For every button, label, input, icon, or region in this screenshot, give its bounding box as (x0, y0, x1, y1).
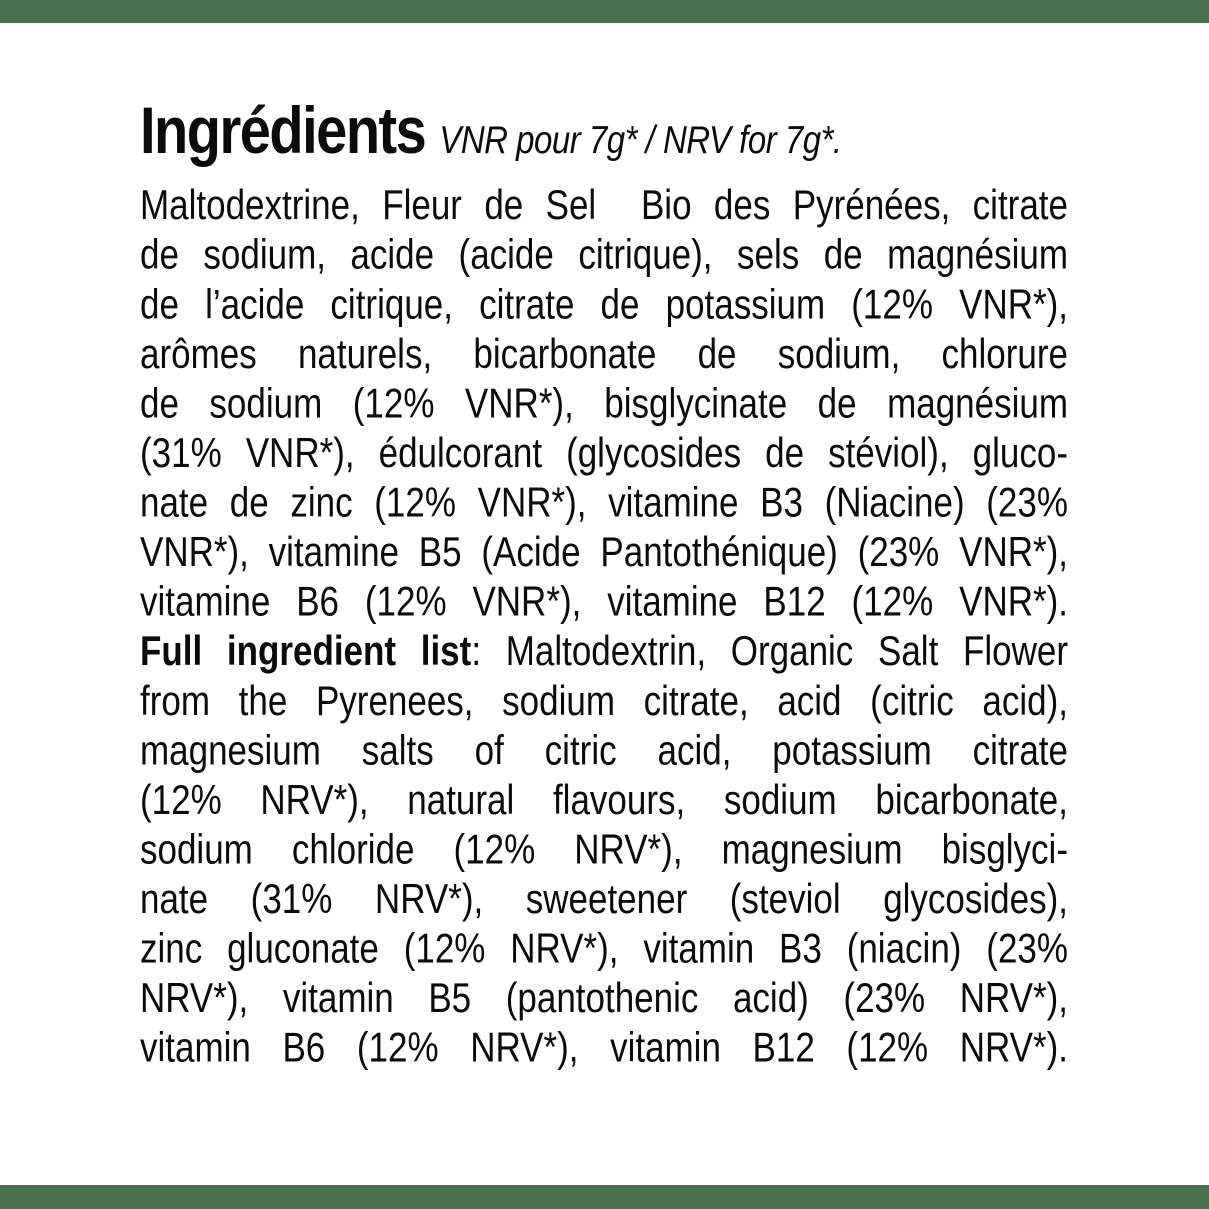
fr-ingredients-line-8: VNR*), vitamine B5 (Acide Pantothénique) (23% VNR*), (140, 529, 1068, 576)
en-ingredients-line-7: zinc gluconate (12% NRV*), vitamin B3 (niacin) (23% (140, 925, 1068, 973)
fr-ingredients-line-5: de sodium (12% VNR*), bisglycinate de magnésium (140, 380, 1068, 427)
en-lead-rest: : Maltodextrin, Organic Salt Flower (471, 628, 1068, 675)
bottom-green-band (0, 1185, 1209, 1209)
en-ingredients-line-6: nate (31% NRV*), sweetener (steviol glycosides), (140, 876, 1068, 923)
ingredients-panel (140, 92, 1068, 1074)
fr-ingredients-line-6: (31% VNR*), édulcorant (glycosides de stéviol), gluco- (140, 430, 1068, 477)
fr-ingredients-line-9: vitamine B6 (12% VNR*), vitamine B12 (12% VNR*). (140, 579, 1068, 626)
fr-ingredients-line-1: Maltodextrine, Fleur de Sel Bio des Pyrénées, citrate (140, 182, 1068, 229)
en-ingredients-line-9: vitamin B6 (12% NRV*), vitamin B12 (12% NRV*). (140, 1025, 1068, 1072)
heading-subtitle: VNR pour 7g* / NRV for 7g*. (439, 117, 842, 162)
en-ingredients-line-8: NRV*), vitamin B5 (pantothenic acid) (23% NRV*), (140, 975, 1068, 1022)
en-ingredients-line-2: from the Pyrenees, sodium citrate, acid (citric acid), (140, 678, 1068, 725)
heading-title: Ingrédients (140, 92, 426, 168)
en-ingredients-line-4: (12% NRV*), natural flavours, sodium bicarbonate, (140, 777, 1068, 824)
fr-ingredients-line-4: arômes naturels, bicarbonate de sodium, chlorure (140, 331, 1068, 378)
heading (140, 92, 1068, 179)
fr-ingredients-line-2: de sodium, acide (acide citrique), sels de magnésium (140, 232, 1068, 279)
fr-ingredients-line-7: nate de zinc (12% VNR*), vitamine B3 (Niacine) (23% (140, 479, 1068, 526)
en-ingredients-line-5: sodium chloride (12% NRV*), magnesium bisglyci- (140, 826, 1068, 873)
en-ingredients-lead-line (140, 627, 1068, 677)
en-lead-label: Full ingredient list (140, 628, 472, 675)
en-ingredients-line-3: magnesium salts of citric acid, potassium citrate (140, 727, 1068, 774)
top-green-band (0, 0, 1209, 23)
fr-ingredients-line-3: de l’acide citrique, citrate de potassium (12% VNR*), (140, 281, 1068, 328)
